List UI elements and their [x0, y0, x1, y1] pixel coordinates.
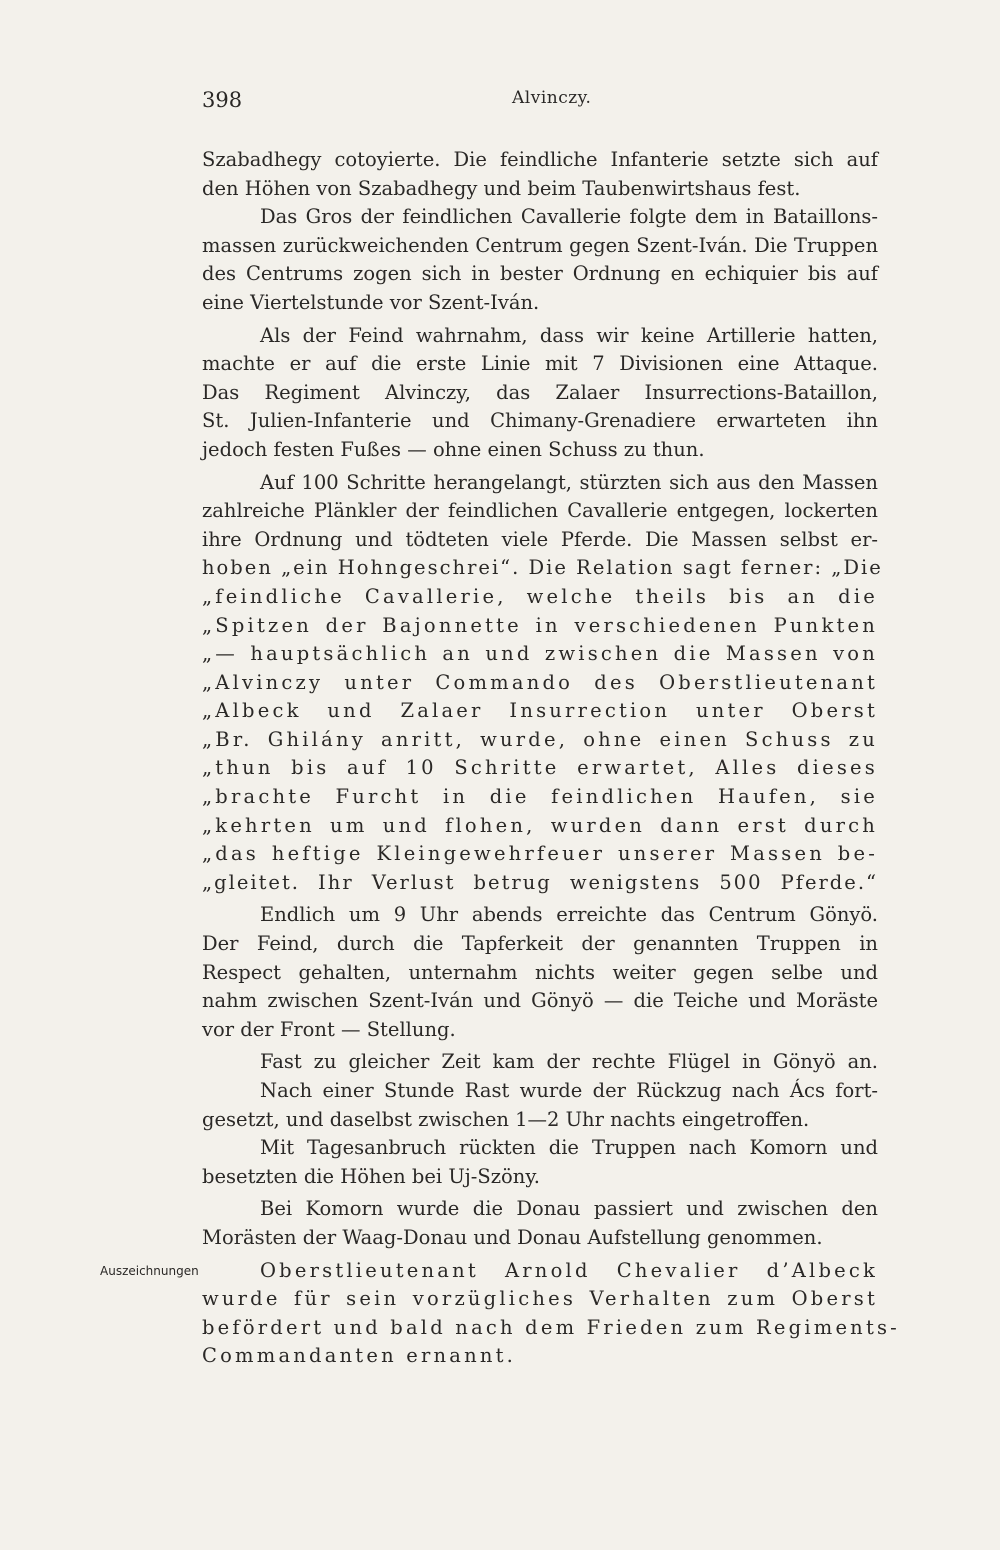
- text-line: gesetzt, und daselbst zwischen 1—2 Uhr nachts eingetroffen.: [202, 1107, 810, 1131]
- text-line: eine Viertelstunde vor Szent-Iván.: [202, 290, 540, 314]
- body-text: [202, 146, 900, 1371]
- text-line: Auf 100 Schritte herangelangt, stürzten sich aus den Massen: [260, 470, 878, 494]
- text-line: „Spitzen der Bajonnette in verschiedenen Punkten: [202, 613, 878, 637]
- text-line: Respect gehalten, unternahm nichts weiter gegen selbe und: [202, 960, 878, 984]
- text-line: „Alvinczy unter Commando des Oberstlieutenant: [202, 670, 878, 694]
- text-line: Als der Feind wahrnahm, dass wir keine Artillerie hatten,: [260, 323, 878, 347]
- text-line: „kehrten um und flohen, wurden dann erst durch: [202, 813, 878, 837]
- text-line: Der Feind, durch die Tapferkeit der genannten Truppen in: [202, 932, 878, 956]
- page-header: [202, 88, 878, 118]
- page-number: 398: [202, 88, 243, 112]
- text-line: jedoch festen Fußes — ohne einen Schuss zu thun.: [202, 437, 705, 461]
- text-line: Bei Komorn wurde die Donau passiert und zwischen den: [260, 1197, 878, 1221]
- text-line: St. Julien-Infanterie und Chimany-Grenadiere erwarteten ihn: [202, 409, 878, 433]
- margin-note: Auszeichnungen: [100, 1264, 199, 1278]
- text-line: Fast zu gleicher Zeit kam der rechte Flügel in Gönyö an.: [260, 1050, 878, 1074]
- text-line: hoben „ein Hohngeschrei“. Die Relation sagt ferner: „Die: [202, 556, 883, 580]
- text-line: „Br. Ghilány anritt, wurde, ohne einen Schuss zu: [202, 727, 878, 751]
- text-line: Morästen der Waag-Donau und Donau Aufstellung genommen.: [202, 1225, 823, 1249]
- text-line: Das Gros der feindlichen Cavallerie folgte dem in Bataillons-: [260, 205, 878, 229]
- text-line: wurde für sein vorzügliches Verhalten zum Oberst: [202, 1287, 878, 1311]
- text-line: „feindliche Cavallerie, welche theils bis an die: [202, 584, 878, 608]
- text-line: massen zurückweichenden Centrum gegen Szent-Iván. Die Truppen: [202, 233, 878, 257]
- text-line: Endlich um 9 Uhr abends erreichte das Centrum Gönyö.: [260, 903, 878, 927]
- text-line: Oberstlieutenant Arnold Chevalier d’Albeck: [260, 1258, 878, 1282]
- text-line: „brachte Furcht in die feindlichen Haufen, sie: [202, 785, 878, 809]
- text-line: „— hauptsächlich an und zwischen die Massen von: [202, 642, 878, 666]
- text-line: vor der Front — Stellung.: [202, 1017, 456, 1041]
- text-line: ihre Ordnung und tödteten viele Pferde. Die Massen selbst er-: [202, 527, 878, 551]
- text-line: befördert und bald nach dem Frieden zum Regiments-: [202, 1315, 900, 1339]
- text-line: „thun bis auf 10 Schritte erwartet, Alles dieses: [202, 756, 878, 780]
- text-line: den Höhen von Szabadhegy und beim Taubenwirtshaus fest.: [202, 176, 801, 200]
- text-line: „das heftige Kleingewehrfeuer unserer Massen be-: [202, 842, 878, 866]
- text-line: Nach einer Stunde Rast wurde der Rückzug nach Ács fort-: [260, 1079, 878, 1102]
- running-title: Alvinczy.: [512, 88, 592, 108]
- text-line: besetzten die Höhen bei Uj-Szöny.: [202, 1164, 540, 1188]
- text-line: Das Regiment Alvinczy, das Zalaer Insurrections-Bataillon,: [202, 380, 878, 404]
- text-line: machte er auf die erste Linie mit 7 Divisionen eine Attaque.: [202, 352, 878, 376]
- text-line: Szabadhegy cotoyierte. Die feindliche Infanterie setzte sich auf: [202, 148, 878, 171]
- text-line: „Albeck und Zalaer Insurrection unter Oberst: [202, 699, 878, 723]
- text-line: Commandanten ernannt.: [202, 1344, 517, 1368]
- text-line: des Centrums zogen sich in bester Ordnung en echiquier bis auf: [202, 262, 878, 286]
- text-line: „gleitet. Ihr Verlust betrug wenigstens 500 Pferde.“: [202, 870, 878, 894]
- text-line: nahm zwischen Szent-Iván und Gönyö — die Teiche und Moräste: [202, 989, 878, 1013]
- text-line: zahlreiche Plänkler der feindlichen Cavallerie entgegen, lockerten: [202, 499, 878, 523]
- text-line: Mit Tagesanbruch rückten die Truppen nach Komorn und: [260, 1136, 878, 1160]
